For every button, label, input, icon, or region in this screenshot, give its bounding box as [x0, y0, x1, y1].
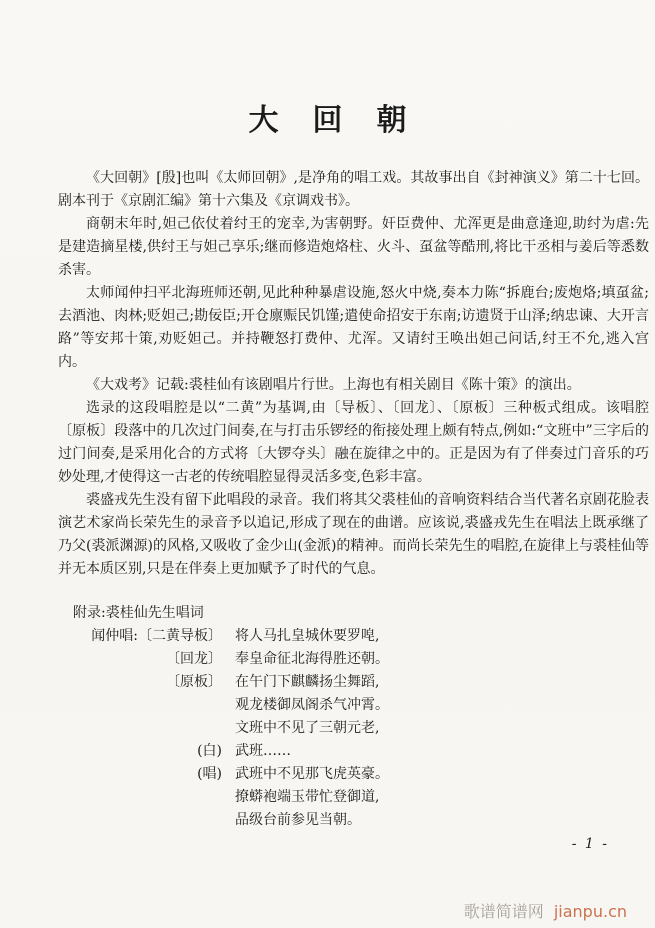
- lyric-text: 奉皇命征北海得胜还朝。: [235, 651, 389, 667]
- paragraph-performers: 裘盛戎先生没有留下此唱段的录音。我们将其父裘桂仙的音响资料结合当代著名京剧花脸表演艺术家尚长荣先生的录音予以追记,形成了现在的曲谱。应该说,裘盛戎先生在唱法上既承继了乃父(裘派渊源)的风格,又吸收了金少山(金派)的精神。而尚长荣先生的唱腔,在旋律上与裘桂仙等并无本质区别,只是在伴奏上更加赋予了时代的气息。: [58, 492, 649, 577]
- lyric-row: [58, 694, 649, 717]
- lyric-label: 〔原板〕: [166, 674, 222, 690]
- lyric-label: [58, 694, 222, 717]
- lyric-text: 观龙楼御凤阁杀气冲霄。: [235, 697, 389, 713]
- page-title-text: 大回朝: [248, 103, 441, 138]
- watermark: [464, 899, 627, 922]
- lyric-label: [58, 786, 222, 809]
- lyric-row: [58, 786, 649, 809]
- lyric-label: [58, 717, 222, 740]
- page-number: - 1 -: [571, 836, 609, 852]
- lyric-label: [58, 809, 222, 832]
- paragraph-story-background: 商朝末年时,妲己依仗着纣王的宠幸,为害朝野。奸臣费仲、尤浑更是曲意逢迎,助纣为虐:先是建造摘星楼,供纣王与妲己享乐;继而修造炮烙柱、火斗、虿盆等酷刑,将比干丞相与姜后等悉数杀害。: [58, 216, 649, 278]
- lyric-text: 武班中不见那飞虎英豪。: [235, 766, 389, 782]
- lyric-label: (白): [197, 743, 222, 759]
- lyric-label: 闻仲唱:〔二黄导板〕: [91, 628, 222, 644]
- paragraph-intro: 《大回朝》[殷]也叫《太师回朝》,是净角的唱工戏。其故事出自《封神演义》第二十七回。剧本刊于《京剧汇编》第十六集及《京调戏书》。: [58, 170, 649, 209]
- lyric-row: [58, 740, 649, 763]
- watermark-site-name: 歌谱简谱网: [463, 902, 544, 921]
- lyric-row: [58, 809, 649, 832]
- page-title: [0, 0, 655, 140]
- paragraph-musical-analysis: 选录的这段唱腔是以“二黄”为基调,由〔导板〕、〔回龙〕、〔原板〕三种板式组成。该唱腔〔原板〕段落中的几次过门间奏,在与打击乐锣经的衔接处理上颇有特点,例如:“文班中”三字后的过门间奏,是采用化合的方式将〔大锣夺头〕融在旋律之中的。正是因为有了伴奏过门音乐的巧妙处理,才使得这一古老的传统唱腔显得灵活多变,色彩丰富。: [58, 400, 649, 485]
- body-text: [58, 167, 649, 581]
- lyric-text: 品级台前参见当朝。: [235, 812, 361, 828]
- lyrics-section: [58, 625, 649, 832]
- paragraph-plot: 太师闻仲扫平北海班师还朝,见此种种暴虐设施,怒火中烧,奏本力陈“拆鹿台;废炮烙;填虿盆;去酒池、肉林;贬妲己;勘佞臣;开仓廪赈民饥馑;遣使命招安于东南;访遗贤于山泽;纳忠谏、大开言路”等安邦十策,劝贬妲己。并持鞭怒打费仲、尤浑。又请纣王唤出妲己问话,纣王不允,逃入宫内。: [58, 285, 649, 370]
- lyric-text: 撩蟒袍端玉带忙登御道,: [235, 789, 380, 805]
- lyric-row: [58, 717, 649, 740]
- lyric-row: [58, 671, 649, 694]
- lyric-text: 在午门下麒麟扬尘舞蹈,: [235, 674, 380, 690]
- lyric-label: 〔回龙〕: [166, 651, 222, 667]
- lyric-label: (唱): [197, 766, 222, 782]
- lyric-text: 文班中不见了三朝元老,: [235, 720, 380, 736]
- appendix-heading: 附录:裘桂仙先生唱词: [73, 605, 204, 621]
- watermark-site-url: jianpu.cn: [553, 902, 627, 921]
- lyric-text: 将人马扎皇城休要罗唣,: [235, 628, 380, 644]
- paragraph-recordings: 《大戏考》记载:裘桂仙有该剧唱片行世。上海也有相关剧目《陈十策》的演出。: [86, 377, 581, 393]
- lyric-row: [58, 763, 649, 786]
- lyric-text: 武班……: [235, 743, 291, 759]
- lyric-row: [58, 648, 649, 671]
- lyric-row: [58, 625, 649, 648]
